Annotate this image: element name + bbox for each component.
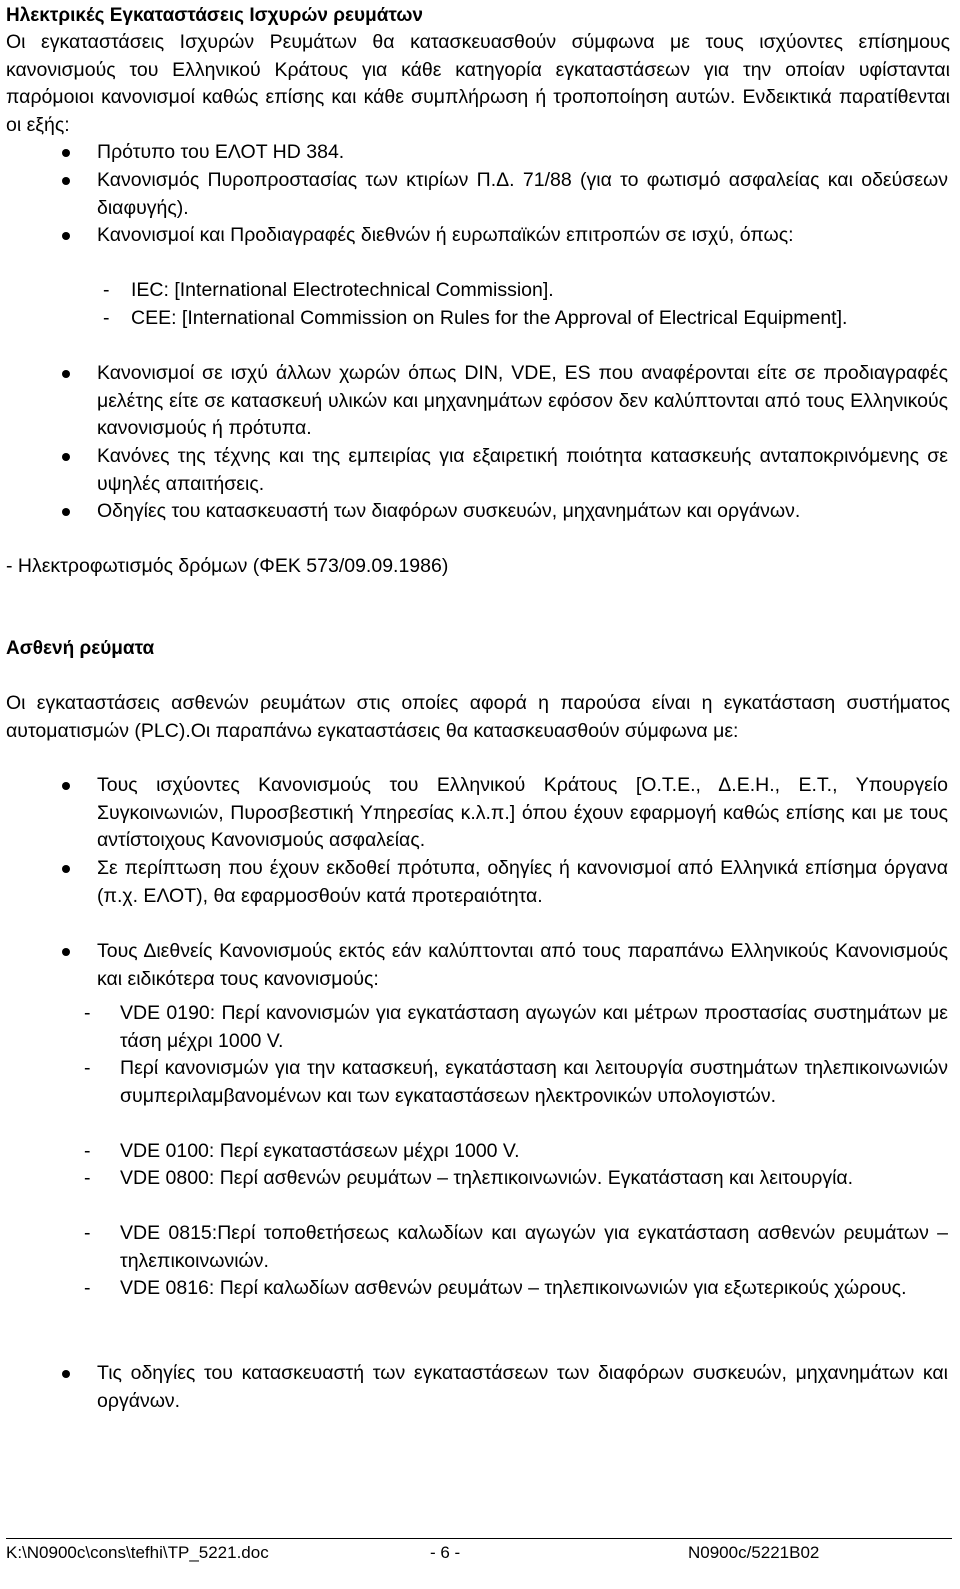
footer-divider: [6, 1538, 952, 1539]
dash-marker: -: [84, 1167, 91, 1189]
section2-sub-item-1: VDE 0190: Περί κανονισμών για εγκατάσταση αγωγών και μέτρων προστασίας συστημάτων με τάση μέχρι 1000 V.: [120, 1002, 948, 1052]
dash-marker: -: [84, 1277, 91, 1299]
section2-sub-item-6: VDE 0816: Περί καλωδίων ασθενών ρευμάτων – τηλεπικοινωνιών για εξωτερικούς χώρους.: [120, 1277, 907, 1299]
bullet-icon: [60, 368, 72, 380]
section-title-weak-currents: Ασθενή ρεύματα: [6, 638, 155, 659]
section1-bullet-2: Κανονισμός Πυροπροστασίας των κτιρίων Π.Δ. 71/88 (για το φωτισμό ασφαλείας και οδεύσεων διαφυγής).: [97, 169, 948, 219]
bullet-icon: [60, 451, 72, 463]
bullet-icon: [60, 1368, 72, 1380]
section1-bullet-4: Κανονισμοί σε ισχύ άλλων χωρών όπως DIN, VDE, ES που αναφέρονται είτε σε προδιαγραφές μελέτης είτε σε κατασκευή υλικών και μηχανημάτων εφόσον δεν καλύπτονται από τους Ελληνικούς κανονισμούς ή πρότυπα.: [97, 362, 948, 439]
bullet-icon: [60, 506, 72, 518]
section1-bullet-3: Κανονισμοί και Προδιαγραφές διεθνών ή ευρωπαϊκών επιτροπών σε ισχύ, όπως:: [97, 224, 794, 246]
section2-intro: Οι εγκαταστάσεις ασθενών ρευμάτων στις οποίες αφορά η παρούσα είναι η εγκατάσταση συστήματος αυτοματισμών (PLC).Οι παραπάνω εγκαταστάσεις θα κατασκευασθούν σύμφωνα με:: [6, 692, 950, 742]
section2-bullet-1: Τους ισχύοντες Κανονισμούς του Ελληνικού Κράτους [Ο.Τ.Ε., Δ.Ε.Η., Ε.Τ., Υπουργείο Συγκοινωνιών, Πυροσβεστική Υπηρεσίας κ.λ.π.] όπου έχουν εφαρμογή καθώς επίσης και με τους αντίστοιχους Κανονισμούς ασφαλείας.: [97, 774, 948, 851]
bullet-icon: [60, 946, 72, 958]
bullet-icon: [60, 230, 72, 242]
footer-document-code: N0900c/5221B02: [688, 1543, 820, 1562]
section2-bullet-4: Τις οδηγίες του κατασκευαστή των εγκαταστάσεων των διαφόρων συσκευών, μηχανημάτων και οργάνων.: [97, 1362, 948, 1412]
footer-page-number: - 6 -: [430, 1543, 461, 1562]
section2-sub-item-3: VDE 0100: Περί εγκαταστάσεων μέχρι 1000 V.: [120, 1140, 520, 1162]
section-title-strong-currents: Ηλεκτρικές Εγκαταστάσεις Ισχυρών ρευμάτων: [6, 5, 423, 26]
bullet-icon: [60, 780, 72, 792]
section1-road-lighting-line: - Ηλεκτροφωτισμός δρόμων (ΦΕΚ 573/09.09.1986): [6, 555, 449, 577]
footer-file-path: K:\N0900c\cons\tefhi\TP_5221.doc: [6, 1543, 269, 1562]
section2-sub-item-5: VDE 0815:Περί τοποθετήσεως καλωδίων και αγωγών για εγκατάσταση ασθενών ρευμάτων – τηλεπικοινωνιών.: [120, 1222, 948, 1272]
section1-sub-item-2: CEE: [International Commission on Rules for the Approval of Electrical Equipment].: [131, 307, 848, 329]
section1-bullet-5: Κανόνες της τέχνης και της εμπειρίας για εξαιρετική ποιότητα κατασκευής ανταποκρινόμενης σε υψηλές απαιτήσεις.: [97, 445, 948, 495]
dash-marker: -: [103, 307, 110, 329]
dash-marker: -: [103, 279, 110, 301]
bullet-icon: [60, 175, 72, 187]
section1-sub-item-1: IEC: [International Electrotechnical Commission].: [131, 279, 554, 301]
section1-intro: Οι εγκαταστάσεις Ισχυρών Ρευμάτων θα κατασκευασθούν σύμφωνα με τους ισχύοντες επίσημους κανονισμούς του Ελληνικού Κράτους για κάθε κατηγορία εγκαταστάσεων για την οποίαν υφίστανται παρόμοιοι κανονισμοί καθώς επίσης και κάθε συμπλήρωση ή τροποποίηση αυτών. Ενδεικτικά παρατίθενται οι εξής:: [6, 31, 950, 136]
section2-sub-item-4: VDE 0800: Περί ασθενών ρευμάτων – τηλεπικοινωνιών. Εγκατάσταση και λειτουργία.: [120, 1167, 854, 1189]
dash-marker: -: [84, 1140, 91, 1162]
bullet-icon: [60, 147, 72, 159]
dash-marker: -: [84, 1057, 91, 1079]
bullet-icon: [60, 863, 72, 875]
section1-bullet-6: Οδηγίες του κατασκευαστή των διαφόρων συσκευών, μηχανημάτων και οργάνων.: [97, 500, 801, 522]
section1-bullet-1: Πρότυπο του ΕΛΟΤ HD 384.: [97, 141, 345, 163]
dash-marker: -: [84, 1222, 91, 1244]
section2-bullet-2: Σε περίπτωση που έχουν εκδοθεί πρότυπα, οδηγίες ή κανονισμοί από Ελληνικά επίσημα όργανα (π.χ. ΕΛΟΤ), θα εφαρμοσθούν κατά προτεραιότητα.: [97, 857, 948, 907]
section2-sub-item-2: Περί κανονισμών για την κατασκευή, εγκατάσταση και λειτουργία συστημάτων τηλεπικοινωνιών συμπεριλαμβανομένων και των εγκαταστάσεων ηλεκτρονικών υπολογιστών.: [120, 1057, 948, 1107]
section2-bullet-3: Τους Διεθνείς Κανονισμούς εκτός εάν καλύπτονται από τους παραπάνω Ελληνικούς Κανονισμούς και ειδικότερα τους κανονισμούς:: [97, 940, 948, 990]
dash-marker: -: [84, 1002, 91, 1024]
